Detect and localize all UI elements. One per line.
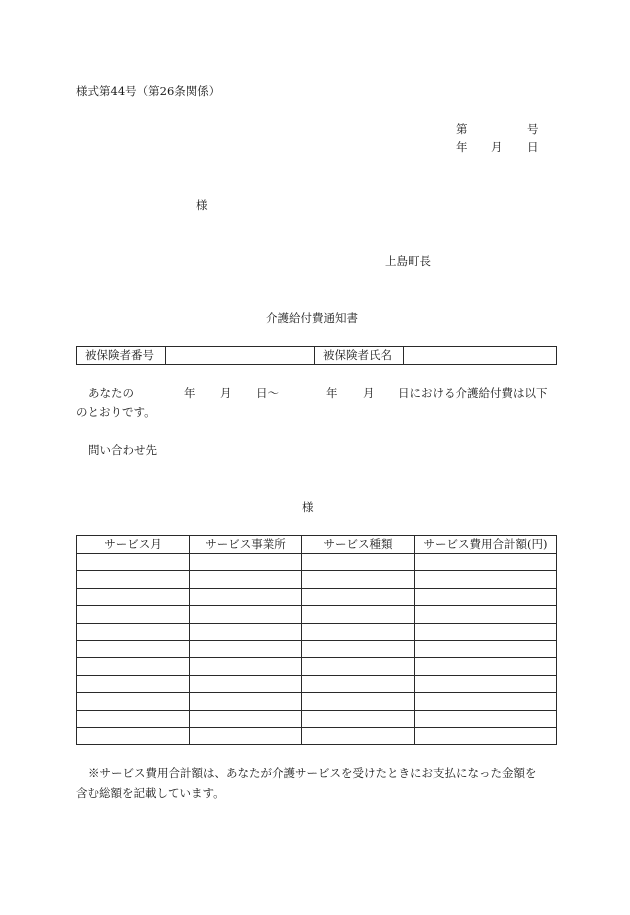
cell-service-type[interactable] [302, 675, 415, 692]
cell-service-type[interactable] [302, 640, 415, 657]
cell-service-provider[interactable] [190, 658, 302, 675]
service-table [76, 535, 557, 745]
body-line2: のとおりです。 [76, 405, 156, 419]
insured-info-row [77, 347, 557, 365]
body-line1-end: 日における介護給付費は以下 [398, 386, 548, 400]
cell-service-type[interactable] [302, 571, 415, 588]
cell-service-cost-total[interactable] [415, 554, 557, 571]
body-month-2: 月 [363, 386, 375, 400]
service-table-row [77, 588, 557, 605]
body-year-2: 年 [326, 386, 338, 400]
form-id: 様式第44号（第26条関係） [76, 84, 221, 98]
doc-number-prefix: 第 [456, 122, 468, 136]
service-table-row [77, 571, 557, 588]
service-table-row [77, 675, 557, 692]
service-table-body [77, 554, 557, 745]
body-month-1: 月 [220, 386, 232, 400]
insured-number-label: 被保険者番号 [77, 347, 166, 365]
recipient-honorific: 様 [196, 198, 208, 212]
note-line1: ※サービス費用合計額は、あなたが介護サービスを受けたときにお支払になった金額を [88, 766, 537, 780]
service-table-header-row [77, 536, 557, 554]
cell-service-cost-total[interactable] [415, 710, 557, 727]
cell-service-provider[interactable] [190, 675, 302, 692]
date-year-label: 年 [456, 140, 468, 154]
insured-info-table [76, 346, 557, 365]
cell-service-month[interactable] [77, 710, 190, 727]
cell-service-cost-total[interactable] [415, 693, 557, 710]
cell-service-cost-total[interactable] [415, 571, 557, 588]
cell-service-provider[interactable] [190, 727, 302, 744]
header-service-cost-total: サービス費用合計額(円) [415, 536, 557, 554]
cell-service-cost-total[interactable] [415, 606, 557, 623]
cell-service-provider[interactable] [190, 571, 302, 588]
service-table-row [77, 623, 557, 640]
service-table-row [77, 693, 557, 710]
cell-service-type[interactable] [302, 658, 415, 675]
document-title: 介護給付費通知書 [266, 311, 358, 325]
body-year-1: 年 [184, 386, 196, 400]
service-table-row [77, 606, 557, 623]
cell-service-cost-total[interactable] [415, 727, 557, 744]
cell-service-month[interactable] [77, 658, 190, 675]
service-table-row [77, 640, 557, 657]
insured-number-field[interactable] [166, 347, 315, 365]
cell-service-type[interactable] [302, 588, 415, 605]
cell-service-type[interactable] [302, 727, 415, 744]
cell-service-cost-total[interactable] [415, 675, 557, 692]
date-month-label: 月 [491, 140, 503, 154]
cell-service-provider[interactable] [190, 554, 302, 571]
cell-service-provider[interactable] [190, 623, 302, 640]
date-day-label: 日 [527, 140, 539, 154]
cell-service-month[interactable] [77, 554, 190, 571]
cell-service-cost-total[interactable] [415, 588, 557, 605]
cell-service-type[interactable] [302, 710, 415, 727]
cell-service-type[interactable] [302, 623, 415, 640]
cell-service-provider[interactable] [190, 640, 302, 657]
insured-name-label: 被保険者氏名 [315, 347, 404, 365]
body-line1-start: あなたの [88, 386, 134, 400]
doc-number-suffix: 号 [527, 122, 539, 136]
cell-service-month[interactable] [77, 727, 190, 744]
cell-service-type[interactable] [302, 606, 415, 623]
insured-name-field[interactable] [404, 347, 557, 365]
service-table-row [77, 658, 557, 675]
service-table-row [77, 727, 557, 744]
cell-service-month[interactable] [77, 606, 190, 623]
header-service-month: サービス月 [77, 536, 190, 554]
cell-service-month[interactable] [77, 571, 190, 588]
cell-service-month[interactable] [77, 588, 190, 605]
service-table-row [77, 554, 557, 571]
contact-label: 問い合わせ先 [88, 443, 157, 457]
cell-service-type[interactable] [302, 554, 415, 571]
cell-service-month[interactable] [77, 675, 190, 692]
cell-service-month[interactable] [77, 623, 190, 640]
note-line2: 含む総額を記載しています。 [76, 786, 225, 800]
cell-service-cost-total[interactable] [415, 658, 557, 675]
header-service-type: サービス種類 [302, 536, 415, 554]
cell-service-month[interactable] [77, 640, 190, 657]
cell-service-cost-total[interactable] [415, 640, 557, 657]
cell-service-cost-total[interactable] [415, 623, 557, 640]
issuer-name: 上島町長 [385, 254, 431, 268]
contact-honorific: 様 [302, 500, 314, 514]
cell-service-provider[interactable] [190, 606, 302, 623]
cell-service-month[interactable] [77, 693, 190, 710]
cell-service-type[interactable] [302, 693, 415, 710]
cell-service-provider[interactable] [190, 588, 302, 605]
cell-service-provider[interactable] [190, 693, 302, 710]
service-table-row [77, 710, 557, 727]
cell-service-provider[interactable] [190, 710, 302, 727]
body-day-range: 日～ [256, 386, 279, 400]
header-service-provider: サービス事業所 [190, 536, 302, 554]
